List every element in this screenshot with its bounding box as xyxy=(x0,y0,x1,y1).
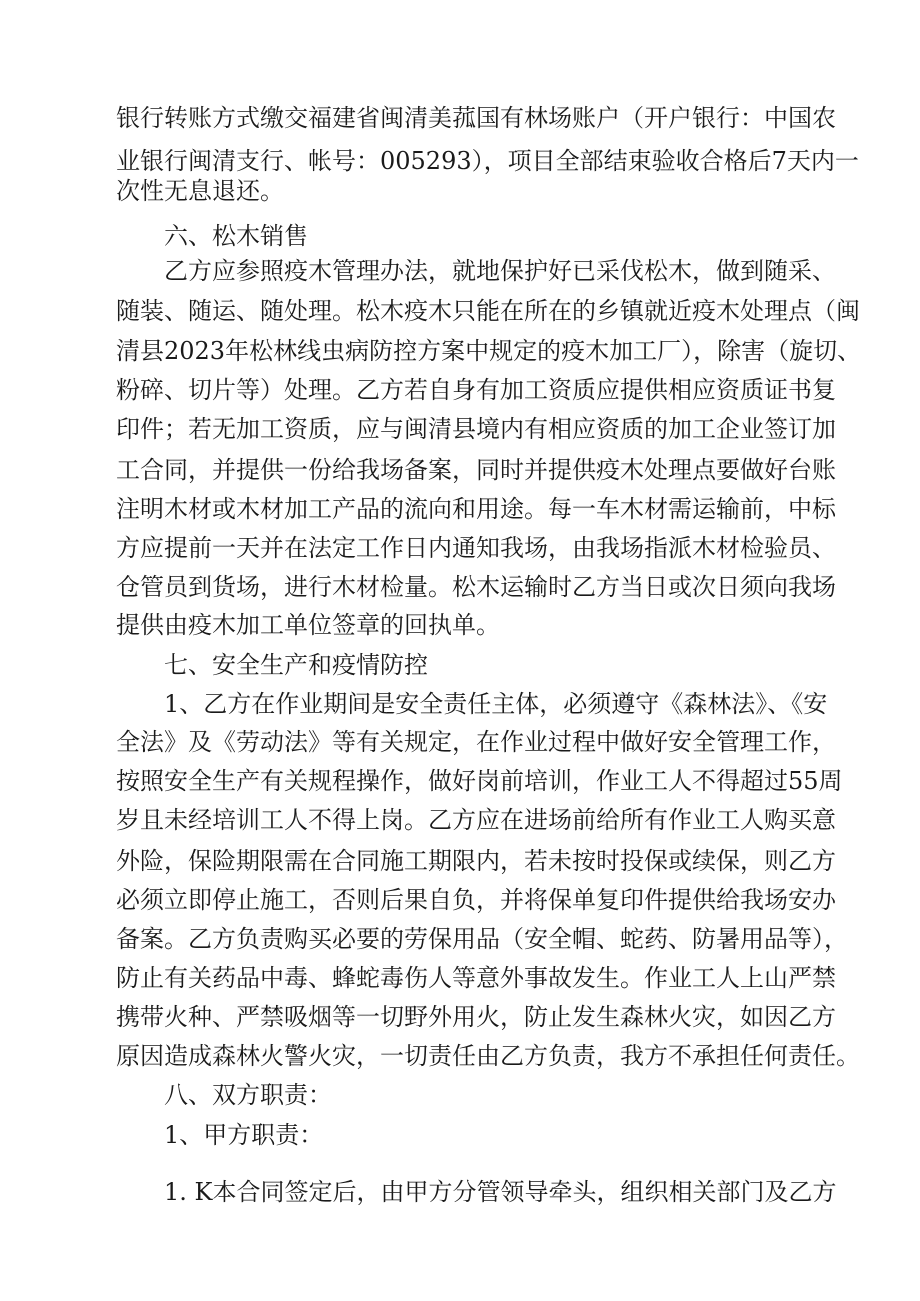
paragraph-line: 随装、随运、随处理。松木疫木只能在所在的乡镇就近疫木处理点（闽 xyxy=(116,297,860,325)
paragraph-line: 仓管员到货场，进行木材检量。松木运输时乙方当日或次日须向我场 xyxy=(116,573,836,601)
paragraph-line: 注明木材或木材加工产品的流向和用途。每一车木材需运输前，中标 xyxy=(116,495,836,523)
paragraph-line: 印件；若无加工资质，应与闽清县境内有相应资质的加工企业签订加 xyxy=(116,415,836,443)
paragraph-line: 方应提前一天并在法定工作日内通知我场，由我场指派木材检验员、 xyxy=(116,534,836,562)
paragraph-line: 次性无息退还。 xyxy=(116,177,284,205)
section-heading: 八、双方职责： xyxy=(164,1081,332,1109)
paragraph-line: 粉碎、切片等）处理。乙方若自身有加工资质应提供相应资质证书复 xyxy=(116,376,836,404)
paragraph-line: 清县2023年松林线虫病防控方案中规定的疫木加工厂），除害（旋切、 xyxy=(116,337,862,365)
paragraph-line: 防止有关药品中毒、蜂蛇毒伤人等意外事故发生。作业工人上山严禁 xyxy=(116,964,836,992)
section-heading: 七、安全生产和疫情防控 xyxy=(164,651,428,679)
section-heading: 六、松木销售 xyxy=(164,222,308,250)
paragraph-line: 岁且未经培训工人不得上岗。乙方应在进场前给所有作业工人购买意 xyxy=(116,806,836,834)
paragraph-line: 原因造成森林火警火灾，一切责任由乙方负责，我方不承担任何责任。 xyxy=(116,1042,860,1070)
paragraph-line: 工合同，并提供一份给我场备案，同时并提供疫木处理点要做好台账 xyxy=(116,456,836,484)
paragraph-line: 携带火种、严禁吸烟等一切野外用火，防止发生森林火灾，如因乙方 xyxy=(116,1003,836,1031)
paragraph-line: 1、乙方在作业期间是安全责任主体，必须遵守《森林法》、《安 xyxy=(164,690,828,718)
paragraph-line: 银行转账方式缴交福建省闽清美菰国有林场账户（开户银行：中国农 xyxy=(116,104,836,132)
paragraph-line: 备案。乙方负责购买必要的劳保用品（安全帽、蛇药、防暑用品等）， xyxy=(116,925,848,953)
subsection-heading: 1、甲方职责： xyxy=(164,1121,324,1149)
paragraph-line: 提供由疫木加工单位签章的回执单。 xyxy=(116,611,500,639)
paragraph-line: 业银行闽清支行、帐号：005293），项目全部结束验收合格后7天内一 xyxy=(116,147,859,175)
paragraph-line: 乙方应参照疫木管理办法，就地保护好已采伐松木，做到随采、 xyxy=(164,257,836,285)
paragraph-line: 外险，保险期限需在合同施工期限内，若未按时投保或续保，则乙方 xyxy=(116,847,836,875)
paragraph-line: 1. K本合同签定后，由甲方分管领导牵头，组织相关部门及乙方 xyxy=(164,1178,837,1206)
paragraph-line: 全法》及《劳动法》等有关规定，在作业过程中做好安全管理工作， xyxy=(116,728,836,756)
paragraph-line: 按照安全生产有关规程操作，做好岗前培训，作业工人不得超过55周 xyxy=(116,767,843,795)
paragraph-line: 必须立即停止施工，否则后果自负，并将保单复印件提供给我场安办 xyxy=(116,886,836,914)
